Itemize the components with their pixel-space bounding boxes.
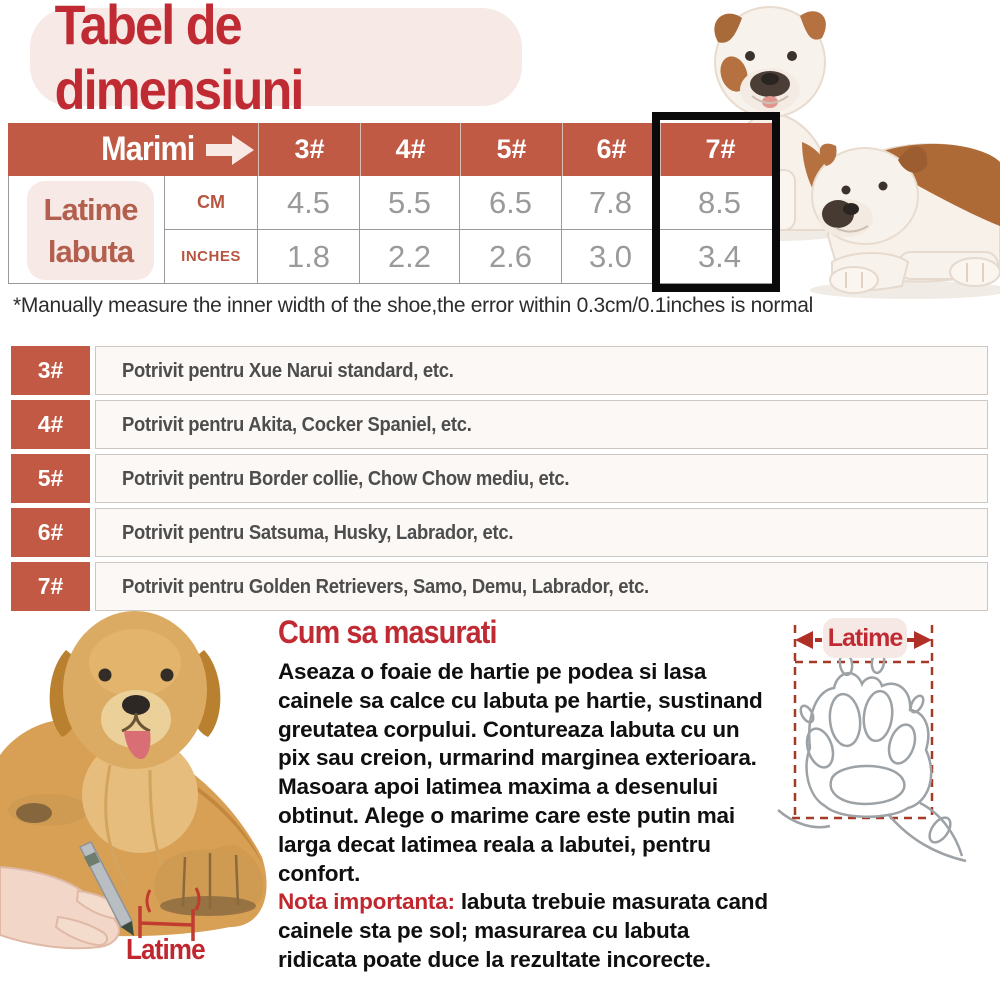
column-header-3: 3# bbox=[258, 123, 360, 176]
measure-paragraph: Aseaza o foaie de hartie pe podea si lasa cainele sa calce cu labuta pe hartie, sustinand greutatea corpului. Contureaza labuta cu un pix sau creion, urmarind marginea exterioara. Masoara apoi latimea maxima a desenului obtinut. Alege o marime care este putin mai larga decat latimea reala a labutei, pentru confort. bbox=[278, 659, 763, 886]
guide-row-description: Potrivit pentru Akita, Cocker Spaniel, etc. bbox=[95, 400, 988, 449]
latime-line: Latime bbox=[43, 191, 138, 227]
value-cm-6: 7.8 bbox=[588, 184, 633, 220]
column-header-6: 6# bbox=[562, 123, 660, 176]
arrow-right-icon bbox=[204, 132, 256, 168]
guide-row-description: Potrivit pentru Xue Narui standard, etc. bbox=[95, 346, 988, 395]
size-guide-list bbox=[0, 346, 1000, 611]
value-cm-4: 5.5 bbox=[387, 184, 432, 220]
guide-size-badge: 5# bbox=[11, 454, 90, 503]
value-in-6: 3.0 bbox=[588, 238, 633, 274]
measurement-note: *Manually measure the inner width of the shoe,the error within 0.3cm/0.1inches is normal bbox=[13, 294, 814, 317]
guide-size-badge: 3# bbox=[11, 346, 90, 395]
guide-size-badge: 7# bbox=[11, 562, 90, 611]
value-in-5: 2.6 bbox=[488, 238, 533, 274]
how-to-measure-heading: Cum sa masurati bbox=[278, 614, 497, 650]
unit-label-inches: INCHES bbox=[181, 248, 241, 265]
marimi-label: Marimi bbox=[101, 130, 195, 168]
row-group-label-cell bbox=[8, 176, 165, 284]
diagram-width-label: Latime bbox=[827, 623, 903, 652]
guide-row-description: Potrivit pentru Satsuma, Husky, Labrador, etc. bbox=[95, 508, 988, 557]
important-note-body: labuta trebuie masurata cand cainele sta pe sol; masurarea cu labuta ridicata poate duce la rezultate incorecte. bbox=[278, 889, 768, 972]
page-title bbox=[30, 0, 522, 121]
guide-size-badge: 6# bbox=[11, 508, 90, 557]
guide-row bbox=[11, 400, 90, 449]
guide-row-description: Potrivit pentru Border collie, Chow Chow mediu, etc. bbox=[95, 454, 988, 503]
labuta-line: labuta bbox=[47, 233, 134, 269]
value-cm-5: 6.5 bbox=[488, 184, 533, 220]
paw-outline-drawing bbox=[778, 650, 966, 861]
guide-row bbox=[11, 346, 90, 395]
diagram-width-label-pill bbox=[823, 618, 907, 658]
guide-row bbox=[11, 508, 90, 557]
highlighted-size-box bbox=[652, 112, 780, 292]
value-in-3: 1.8 bbox=[286, 238, 331, 274]
golden-retriever-photo bbox=[0, 595, 275, 985]
important-note-label: Nota importanta: bbox=[278, 889, 455, 915]
guide-row-description: Potrivit pentru Golden Retrievers, Samo, Demu, Labrador, etc. bbox=[95, 562, 988, 611]
unit-label-cm: CM bbox=[197, 192, 225, 212]
value-in-4: 2.2 bbox=[387, 238, 432, 274]
guide-row bbox=[11, 454, 90, 503]
column-header-4: 4# bbox=[360, 123, 460, 176]
important-note bbox=[278, 888, 770, 974]
page-title-text: Tabel de dimensiuni bbox=[54, 0, 303, 121]
value-in-7: 3.4 bbox=[697, 238, 742, 274]
how-to-measure-text bbox=[278, 658, 770, 975]
column-header-7: 7# bbox=[660, 123, 780, 176]
value-cm-3: 4.5 bbox=[286, 184, 331, 220]
value-cm-7: 8.5 bbox=[697, 184, 742, 220]
latime-labuta-pill bbox=[27, 181, 154, 280]
size-table-corner-cell bbox=[8, 123, 258, 176]
photo-width-label: Latime bbox=[126, 934, 205, 966]
guide-size-badge: 4# bbox=[11, 400, 90, 449]
column-header-5: 5# bbox=[460, 123, 562, 176]
